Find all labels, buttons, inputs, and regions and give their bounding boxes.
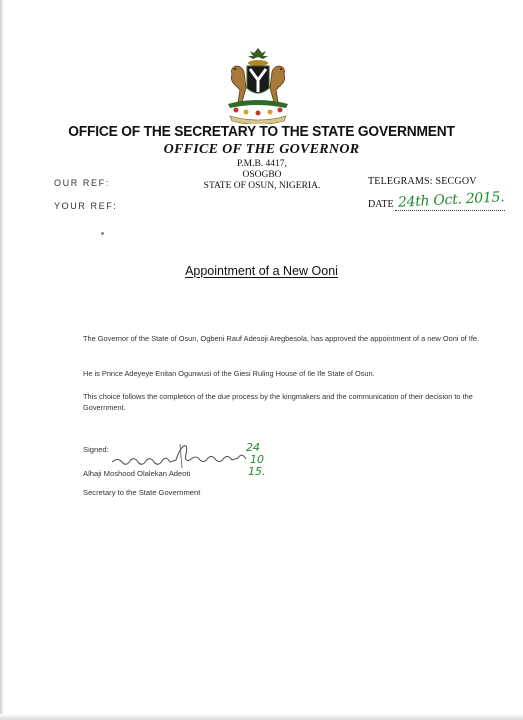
signature-date-year: 15. (248, 465, 266, 478)
coat-of-arms-icon (220, 44, 296, 124)
paragraph-2: He is Prince Adeyeye Enitan Ogunwusi of the Giesi Ruling House of Ile Ife State of Osun. (83, 369, 375, 378)
office-title: OFFICE OF THE SECRETARY TO THE STATE GOVERNMENT (68, 124, 455, 140)
paragraph-1: The Governor of the State of Osun, Ogbeni Rauf Adesoji Aregbesola, has approved the appointment of a new Ooni of Ife. (83, 334, 480, 343)
address-line-1: P.M.B. 4417, (237, 159, 287, 169)
your-ref-label: YOUR REF: (54, 201, 118, 211)
our-ref-label: OUR REF: (54, 178, 110, 188)
address-line-3: STATE OF OSUN, NIGERIA. (203, 181, 321, 191)
signed-label: Signed: (83, 445, 109, 454)
page-edge-shadow-bottom (0, 714, 523, 720)
telegrams: TELEGRAMS: SECGOV (368, 176, 477, 187)
date-handwritten: 24th Oct. 2015. (397, 189, 505, 211)
document-title-text: Appointment of a New Ooni (185, 264, 338, 278)
paper-speck (101, 232, 104, 235)
signatory-name: Alhaji Moshood Olalekan Adeoti (83, 469, 191, 478)
date-label: DATE (368, 199, 394, 210)
address-line-2: OSOGBO (242, 170, 282, 180)
signature-handwritten-date (246, 442, 266, 478)
paragraph-3: This choice follows the completion of the due process by the kingmakers and the communication of their decision to the Government. (83, 392, 473, 412)
page-edge-shadow-left (0, 0, 4, 720)
signature-date-day: 24 (246, 441, 260, 454)
office-subtitle: OFFICE OF THE GOVERNOR (163, 142, 360, 157)
document-title (0, 264, 523, 278)
signature-date-month: 10 (250, 453, 264, 466)
signatory-title: Secretary to the State Government (83, 488, 201, 497)
date-dotted-line (395, 210, 505, 211)
